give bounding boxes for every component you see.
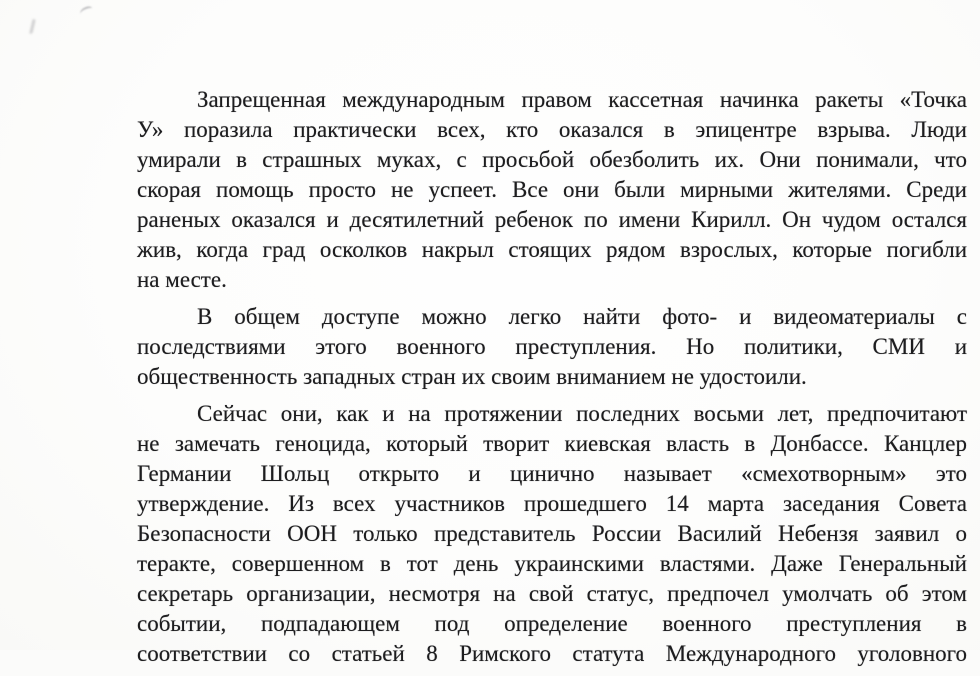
paragraph xyxy=(137,85,967,295)
paragraph xyxy=(137,302,967,392)
text-line: теракте, совершенном в тот день украинскими властями. Даже Генеральный xyxy=(137,551,967,576)
text-line: Сейчас они, как и на протяжении последних восьми лет, предпочитают xyxy=(197,401,967,426)
text-line: Германии Шольц открыто и цинично называет «смехотворным» это xyxy=(137,461,967,486)
text-line: У» поразила практически всех, кто оказался в эпицентре взрыва. Люди xyxy=(137,117,967,142)
text-line: на месте. xyxy=(137,267,227,292)
pencil-smudge-icon xyxy=(79,5,94,18)
text-line: умирали в страшных муках, с просьбой обезболить их. Они понимали, что xyxy=(137,147,967,172)
paragraph xyxy=(137,399,967,669)
text-line: Запрещенная международным правом кассетная начинка ракеты «Точка xyxy=(197,87,967,112)
text-line: не замечать геноцида, который творит киевская власть в Донбассе. Канцлер xyxy=(137,431,967,456)
text-line: Безопасности ООН только представитель России Василий Небензя заявил о xyxy=(137,521,967,546)
text-line: раненых оказался и десятилетний ребенок по имени Кирилл. Он чудом остался xyxy=(137,207,967,232)
text-line: скорая помощь просто не успеет. Все они были мирными жителями. Среди xyxy=(137,177,967,202)
text-line: секретарь организации, несмотря на свой статус, предпочел умолчать об этом xyxy=(137,581,967,606)
text-line: последствиями этого военного преступления. Но политики, СМИ и xyxy=(137,334,967,359)
text-line: событии, подпадающем под определение военного преступления в xyxy=(137,611,967,636)
document-text xyxy=(137,85,967,676)
text-line: утверждение. Из всех участников прошедшего 14 марта заседания Совета xyxy=(137,491,967,516)
pencil-smudge-icon xyxy=(29,19,35,34)
text-line: общественность западных стран их своим вниманием не удостоили. xyxy=(137,364,807,389)
text-line: жив, когда град осколков накрыл стоящих рядом взрослых, которые погибли xyxy=(137,237,967,262)
text-line: В общем доступе можно легко найти фото- и видеоматериалы с xyxy=(197,304,967,329)
text-line: соответствии со статьей 8 Римского статута Международного уголовного xyxy=(137,641,967,666)
